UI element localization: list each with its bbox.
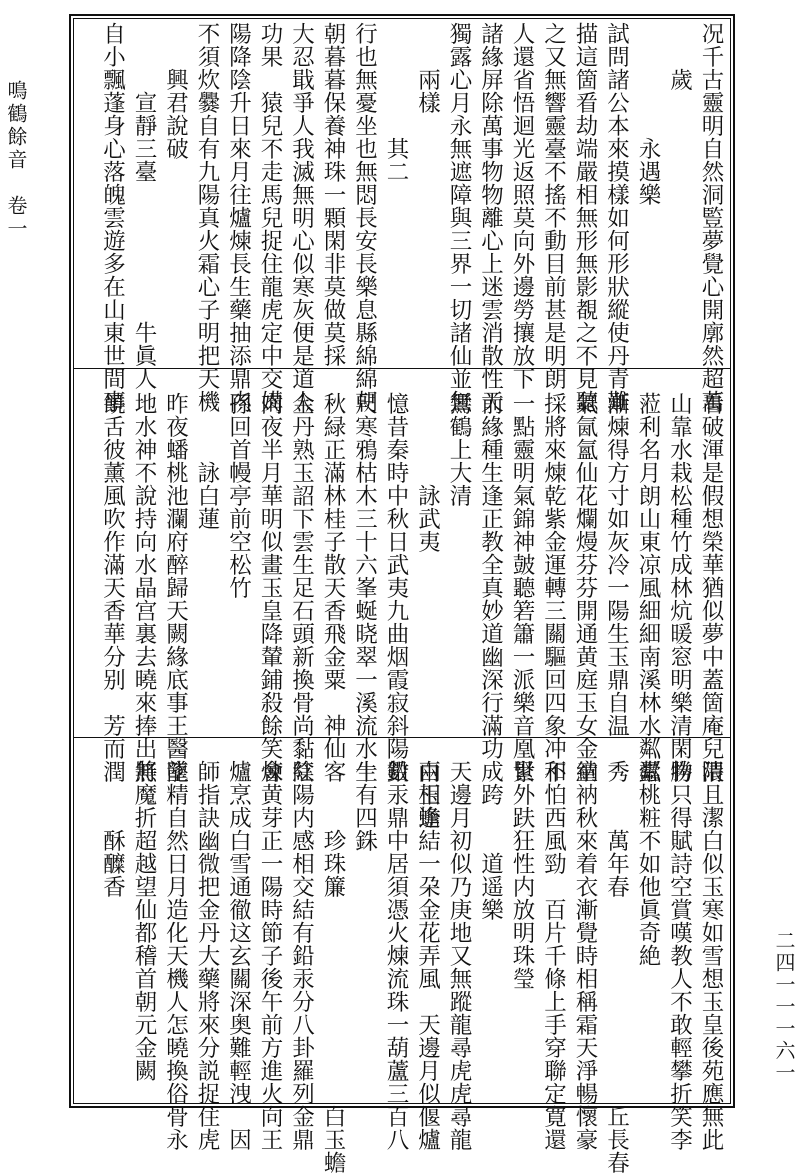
panel2-column: 鸞鶴上大清: [446, 392, 472, 507]
panel2-column: 看破渾是假想榮華猶似夢中蓋箇庵兒隈: [698, 392, 724, 783]
panel3-column: 十有四銖: [351, 760, 378, 852]
panel2-column: 前緣種生逢正教全真妙道幽深行滿功成跨: [477, 392, 504, 806]
panel3-column: 道遥樂: [477, 760, 504, 921]
panel1-column: 自小飄蓬身心落魄雲遊多在山東世間事: [99, 22, 126, 413]
panel1-column: 大忍戢爭人我滅無明心似寒灰便是道人: [288, 22, 315, 413]
panel3-column: 蠹桃粧不如他眞奇絶: [635, 760, 661, 967]
panel3-column: 清且潔白似玉寒如雪想玉皇後苑應無此: [698, 760, 724, 1151]
panel3-column: 萬年春 丘長春: [603, 760, 630, 1174]
panel2-column: 昨夜蟠桃池瀾府醉歸天闕緣底事王醫墜: [162, 392, 189, 783]
panel2-column: 尺寒鴉枯木三十六峯蜒晓翠一溪流水生: [351, 392, 378, 783]
panel1-column: 宣靜三臺 牛眞人: [131, 22, 157, 390]
panel2-column: 採將來煉乾紫金運轉三關驅回四象冲和: [540, 392, 567, 783]
panel1-column: 陽降陰升日來月往爐煉長生藥抽添鼎内: [225, 22, 252, 413]
panel2-column: 蒞利名月朗山東凉風細細南溪林水粼粼: [635, 392, 661, 783]
panel1-column: 之又無響靈臺不搖不動目前甚是明朗: [540, 22, 567, 390]
panel2-column: 孫回首幔亭前空松竹: [225, 392, 252, 599]
panel3-column: 鉛汞鼎中居須憑火煉流珠一葫蘆三百八: [383, 760, 409, 1151]
panel1-column: 人還省悟迴光返照莫向外邊勞攘放下: [509, 22, 535, 390]
panel3-column: 煉黄芽正一陽時節子後午前方進火向王: [257, 760, 283, 1151]
panel3-column: 納衲秋來着衣漸覺時相稱霜天淨暢懷豪: [572, 760, 598, 1151]
panel3-column: 不怕西風勁 百片千條上手穿聯定寛還: [540, 760, 567, 1151]
panel3-column: 師指訣幽微把金丹大藥將來分説捉住虎: [194, 760, 220, 1151]
panel2-column: 山靠水栽松種竹成林炕暖窓明樂清閑勝: [666, 392, 693, 783]
panel2-column: 氣氤氳仙花爛熳芬芬開通黄庭玉女金童: [572, 392, 598, 783]
panel3-column: 緊外趺狂性内放明珠瑩: [509, 760, 535, 990]
panel3-column: 爐烹成白雪通徹这玄關深奥難輕洩 因: [225, 760, 252, 1151]
panel2-column: 漸煉得方寸如灰冷一陽生玉鼎自温 秀: [603, 392, 630, 783]
panel3-column: 兩相逢結一朶金花弄風 天邊月似偃爐: [414, 760, 441, 1151]
panel1-column: 兩樣: [414, 22, 441, 114]
panel1-column: 興君說破: [162, 22, 189, 160]
panel3-column: 陰陽内感相交結有鉛汞分八卦羅列金鼎: [288, 760, 315, 1151]
margin-page-number: 二四一一一六一: [772, 930, 796, 1084]
panel3-column: 龍精自然日月造化天機人怎曉換俗骨永: [162, 760, 189, 1151]
panel3-column: 物只得賦詩空賞嘆教人不敢輕攀折笑李: [666, 760, 693, 1151]
panel-divider-1: [73, 368, 731, 369]
panel1-column: 况千古靈明自然洞䜿夢覺心開廓然超萬: [698, 22, 724, 413]
panel1-column: 永遇樂: [635, 22, 661, 206]
panel1-column: 不須炊爨自有九陽真火霜心子明把天機: [194, 22, 220, 413]
panel1-column: 朝暮暮保養神珠一顆閑非莫做莫採: [320, 22, 346, 367]
panel3-column: 無魔折超越望仙都稽首朝元金闕: [131, 760, 157, 1082]
panel2-column: 肉夜半月華明似畫玉皇降輦鋪殺餘笑會: [257, 392, 283, 783]
panel2-column: 一點靈明氣錦神皷聽箬簫一派樂音凰世: [509, 392, 535, 783]
panel1-column: 歲: [666, 22, 693, 91]
panel2-column: 詠白蓮: [194, 392, 220, 530]
panel1-column: 諸緣屏除萬事物物離心上迷雲消散性天: [477, 22, 504, 413]
panel1-column: 功果 猿兒不走馬兒捉住龍虎定中交媾: [257, 22, 283, 413]
panel2-column: 地水神不說持向水晶宫裏去曉來捧出將: [131, 392, 157, 783]
panel1-column: 行也無憂坐也無悶長安長樂息縣綿綿朝: [351, 22, 378, 413]
panel1-column: 獨露心月永無遮障與三界一切諸仙並無: [446, 22, 472, 413]
panel2-column: 詠武夷 白玉蟾: [414, 392, 441, 829]
panel2-column: 金丹熟玉詔下雲生足石頭新換骨尚黏紅: [288, 392, 315, 783]
panel1-column: 描這箇㸔劫端嚴相無形無影覩之不見聽: [572, 22, 598, 413]
panel1-column: 試問諸公本來摸樣如何形狀縱使丹青難: [603, 22, 630, 413]
panel3-column: 天邊月初似乃庚地又無蹤龍尋虎虎尋龍: [446, 760, 472, 1151]
panel2-column: 秋緑正滿林桂子散天香飛金粟 神仙客: [320, 392, 346, 783]
panel2-column: 饒舌彼薰風吹作滿天香華分别 芳而潤: [99, 392, 126, 783]
panel1-column: 其二: [383, 22, 409, 183]
panel2-column: 憶昔秦時中秋日武夷九曲烟霞寂斜陽數: [383, 392, 409, 783]
panel3-column: 珍珠簾 白玉蟾: [320, 760, 346, 1174]
panel3-column: 酥醾香: [99, 760, 126, 898]
margin-book-title: 鳴鶴餘音 卷一: [4, 80, 28, 241]
